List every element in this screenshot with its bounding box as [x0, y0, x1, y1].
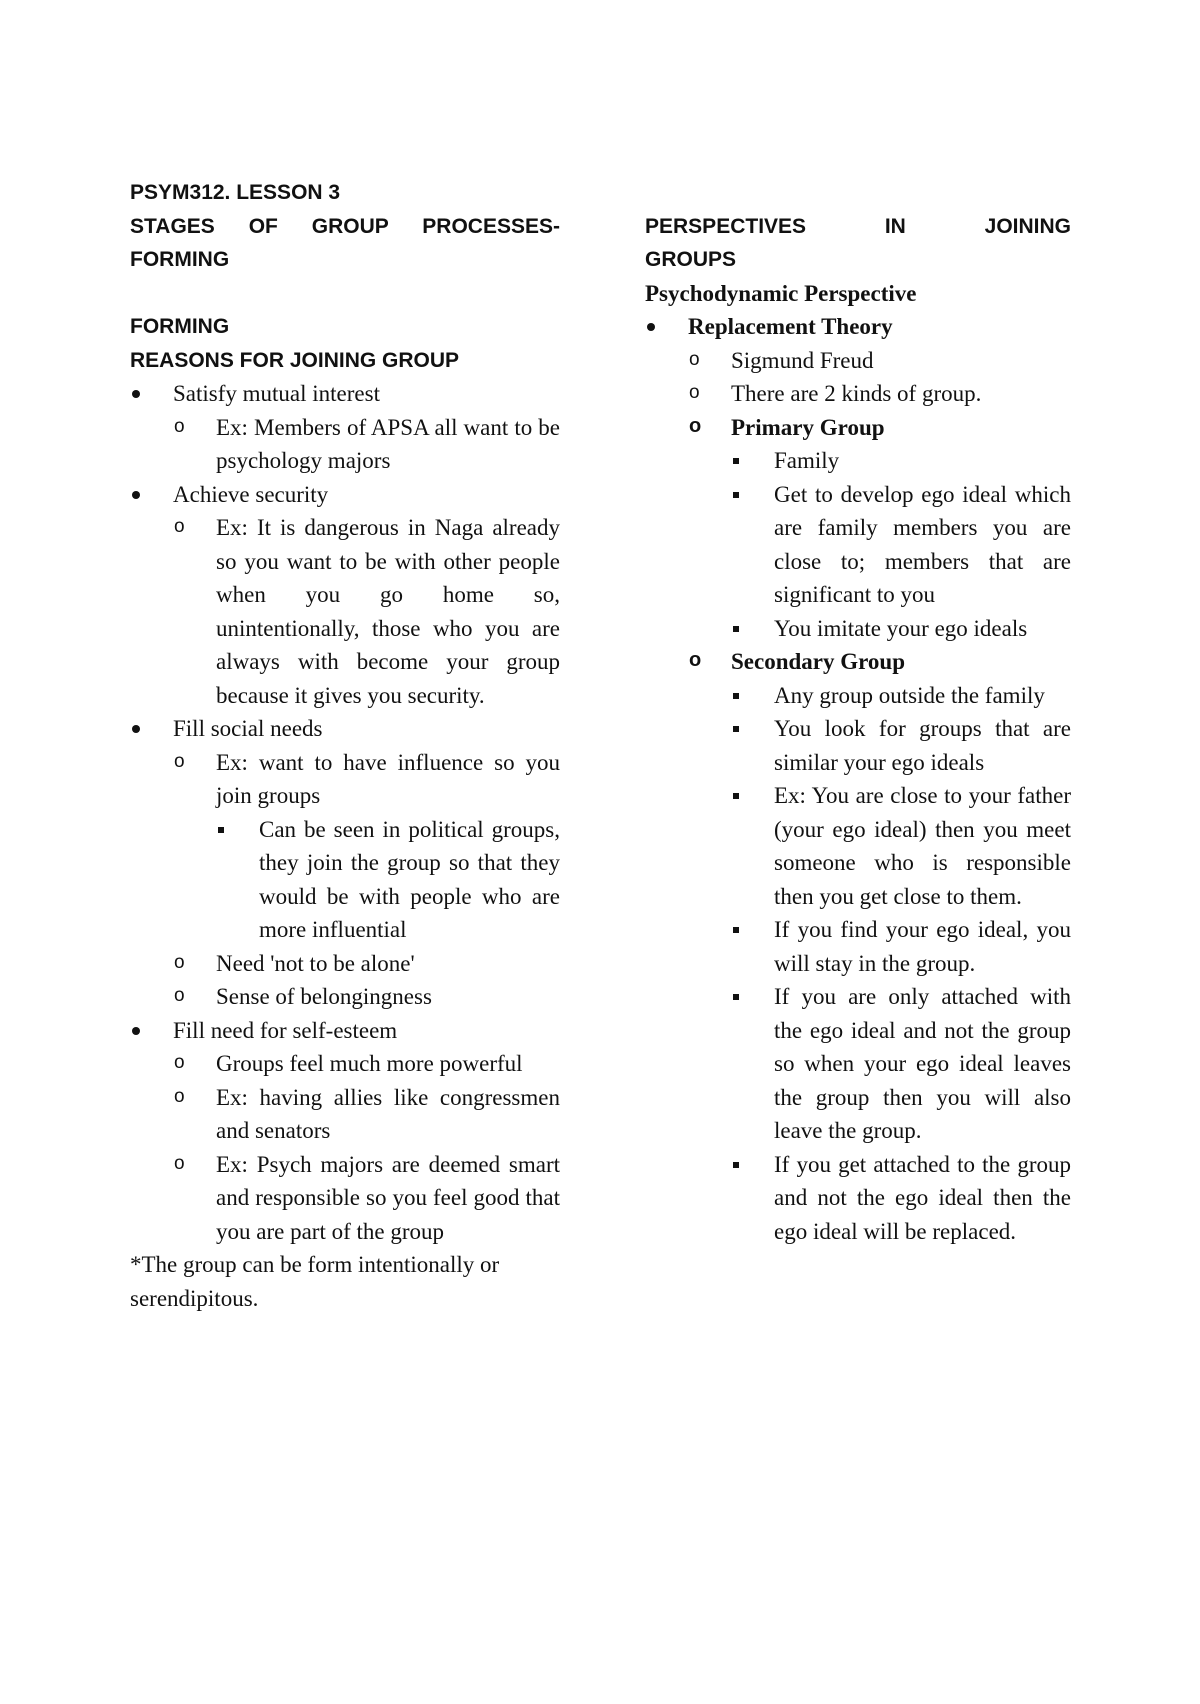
list-item: Get to develop ego ideal which are family members you are close to; members that are significant to you [774, 481, 1071, 607]
list-item: Any group outside the family [774, 682, 1045, 708]
list-item: Family [774, 448, 840, 473]
list-item: If you are only attached with the ego ideal and not the group so when your ego ideal leaves the group then you will also leave the group. [774, 984, 1071, 1143]
list-item: Sigmund Freud [731, 347, 874, 373]
list-item: Secondary Group Any group outside the family You look for groups that are similar your ego ideals Ex: You are close to your father (your ego ideal) then you meet someone who is responsible then you get close to them. If you find your ego ideal, you will stay in the group. If you are only attached with the ego ideal and not the group so when your ego ideal leaves the group then you will also leave the group. If you get attached to the group and not the ego ideal then the ego ideal will be replaced. [688, 645, 1071, 1248]
list-item: Ex: Psych majors are deemed smart and responsible so you feel good that you are part of the group [216, 1151, 560, 1244]
lesson-title-line1: STAGES OF GROUP PROCESSES- [130, 214, 560, 238]
list-item: Primary Group Family Get to develop ego ideal which are family members you are close to; members that are significant to you You imitate your ego ideals [688, 411, 1071, 646]
perspective-heading: Psychodynamic Perspective [645, 280, 917, 306]
list-item: Ex: Members of APSA all want to be psychology majors [216, 414, 560, 473]
left-column [130, 176, 560, 1315]
perspectives-title-line1: PERSPECTIVES IN JOINING [645, 214, 1071, 238]
lesson-title-line2: FORMING [130, 248, 230, 271]
list-item: Can be seen in political groups, they join the group so that they would be with people who are more influential [259, 816, 560, 942]
subsection-heading: REASONS FOR JOINING GROUP [130, 348, 460, 372]
list-item: Ex: want to have influence so you join groups Can be seen in political groups, they join the group so that they would be with people who are more influential [173, 746, 560, 947]
section-heading: FORMING [130, 315, 230, 338]
list-item: Ex: You are close to your father (your ego ideal) then you meet someone who is responsible then you get close to them. [774, 783, 1071, 909]
reasons-list [130, 377, 560, 1248]
list-item: Satisfy mutual interest Ex: Members of APSA all want to be psychology majors [130, 377, 560, 478]
list-item: Replacement Theory Sigmund Freud There are 2 kinds of group. Primary Group Family Get to develop ego ideal which are family members you are close to; members that are significant to you You imitate your ego ideals Secondary Group Any group outside the family You look for groups that are similar your ego ideals Ex: You are close to your father (your ego ideal) then you meet someone who is responsible then you get close to them. If you find your ego ideal, you will stay in the group. If you are only attached with the ego ideal and not the group so when your ego ideal leaves the group then you will also leave the group. If you get attached to the group and not the ego ideal then the ego ideal will be replaced. [645, 310, 1071, 1248]
list-item: Fill social needs Ex: want to have influence so you join groups Can be seen in political groups, they join the group so that they would be with people who are more influential Need 'not to be alone' Sense of belongingness [130, 712, 560, 1014]
blank-line [130, 277, 560, 311]
footnote: *The group can be form intentionally or serendipitous. [130, 1252, 500, 1311]
list-item: Groups feel much more powerful [216, 1051, 523, 1076]
list-item: Ex: having allies like congressmen and senators [216, 1084, 560, 1143]
list-item: Fill need for self-esteem Groups feel much more powerful Ex: having allies like congressmen and senators Ex: Psych majors are deemed smart and responsible so you feel good that you are part of the group [130, 1014, 560, 1249]
list-item: You look for groups that are similar your ego ideals [774, 716, 1071, 775]
list-item: If you find your ego ideal, you will stay in the group. [774, 917, 1071, 976]
perspectives-title-line2: GROUPS [645, 248, 737, 271]
list-item: If you get attached to the group and not the ego ideal then the ego ideal will be replaced. [774, 1151, 1071, 1244]
list-item: Ex: It is dangerous in Naga already so you want to be with other people when you go home so, unintentionally, those who you are always with become your group because it gives you security. [216, 515, 560, 708]
perspective-list [645, 310, 1071, 1248]
course-heading: PSYM312. LESSON 3 [130, 181, 341, 204]
list-item: Achieve security Ex: It is dangerous in Naga already so you want to be with other people when you go home so, unintentionally, those who you are always with become your group because it gives you security. [130, 478, 560, 713]
list-item: You imitate your ego ideals [774, 615, 1028, 641]
right-column [645, 210, 1071, 1249]
list-item: There are 2 kinds of group. [731, 381, 982, 406]
list-item: Need 'not to be alone' [216, 950, 415, 976]
list-item: Sense of belongingness [216, 984, 432, 1009]
